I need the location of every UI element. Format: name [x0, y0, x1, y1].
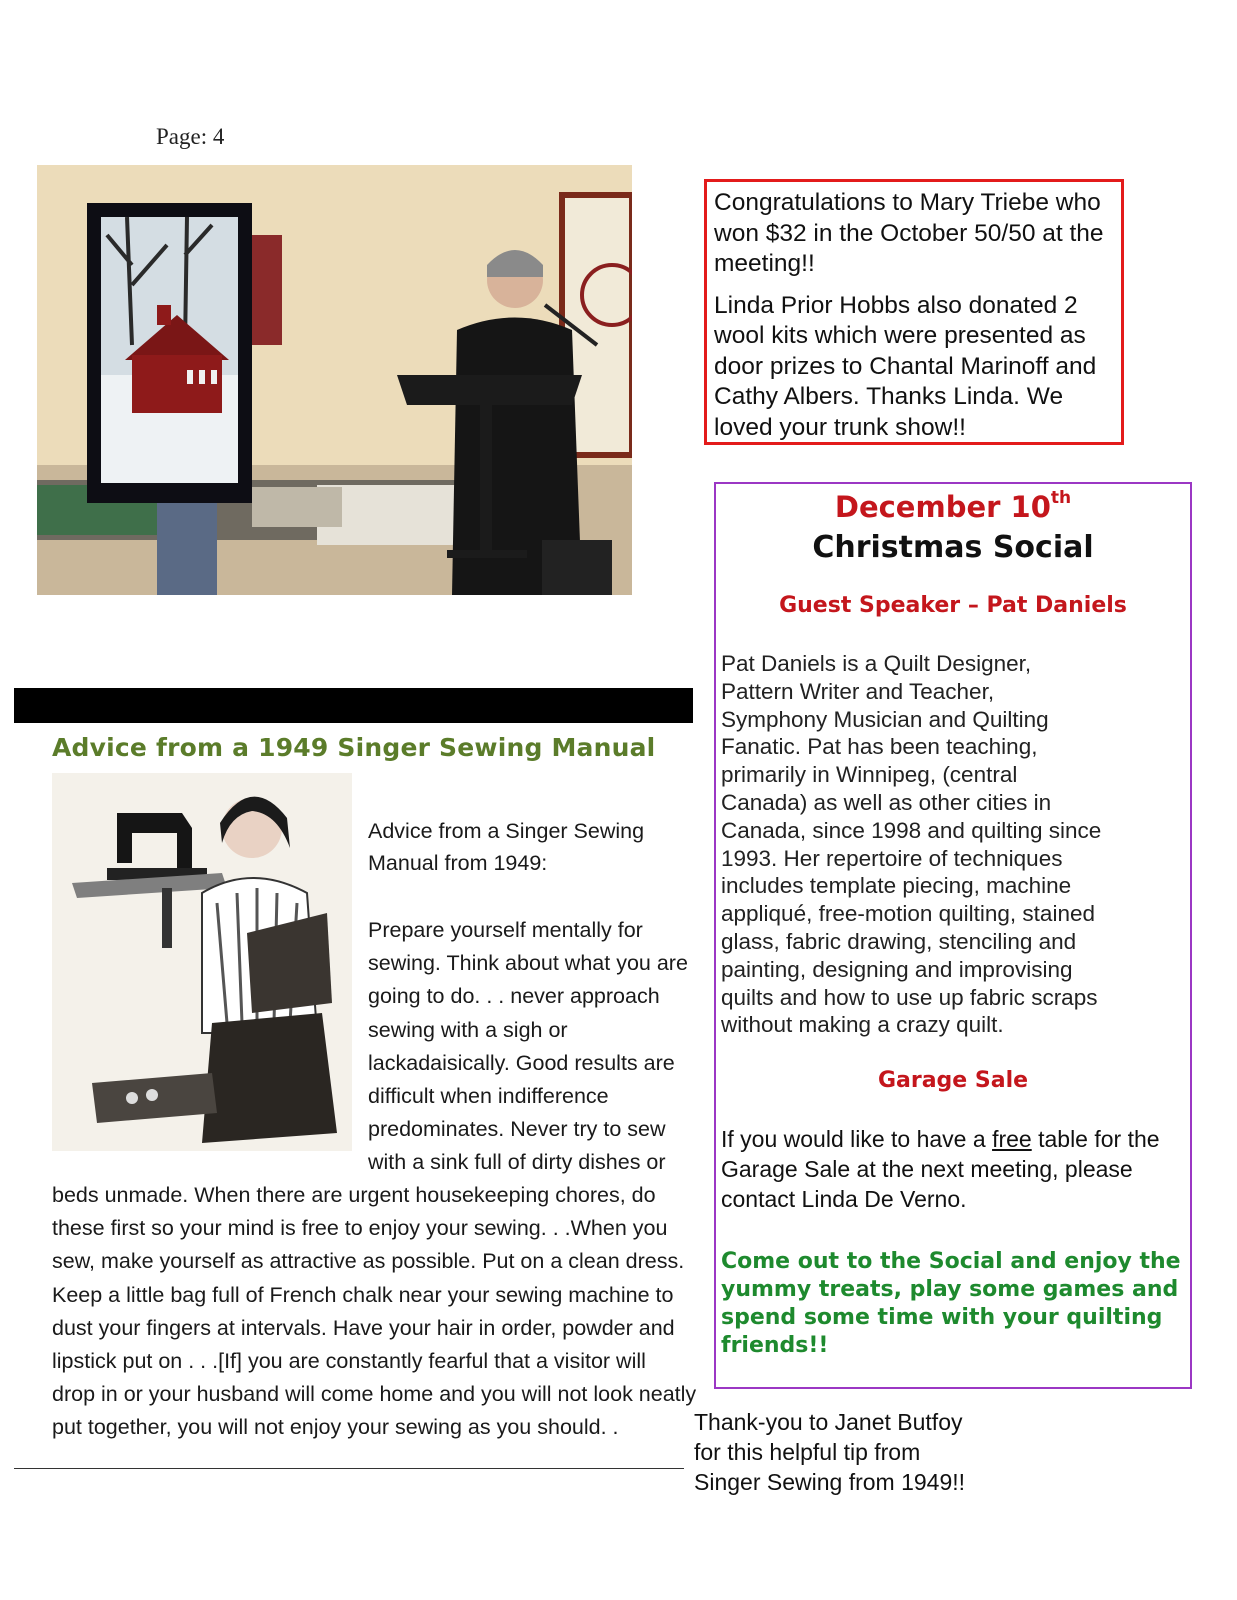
body-line: lackadaisically. Good results are [368, 1050, 675, 1075]
intro-line: Manual from 1949: [368, 851, 548, 875]
door-prize-paragraph: Linda Prior Hobbs also donated 2 wool kits which were presented as door prizes to Chantal Marinoff and Cathy Albers. Thanks Linda. We loved your trunk show!! [714, 291, 1097, 441]
body-line: drop in or your husband will come home and you will not look neatly [52, 1382, 697, 1407]
event-date [716, 490, 1190, 524]
social-invitation: Come out to the Social and enjoy the yummy treats, play some games and spend some time with your quilting friends!! [721, 1249, 1181, 1358]
bio-line: Pat Daniels is a Quilt Designer, [721, 651, 1032, 676]
thank-you-note [694, 1407, 1014, 1497]
quilt-presentation-photo [37, 165, 632, 595]
body-line: with a sink full of dirty dishes or [368, 1150, 666, 1175]
congratulations-paragraph: Congratulations to Mary Triebe who won $32 in the October 50/50 at the meeting!! [714, 189, 1104, 277]
article-header-bar [14, 688, 693, 723]
body-line: sewing with a sigh or [368, 1017, 568, 1042]
bio-line: glass, fabric drawing, stenciling and [721, 928, 1077, 954]
body-line: dust your fingers at intervals. Have your hair in order, powder and [52, 1315, 675, 1340]
body-line: difficult when indifference [368, 1084, 609, 1109]
bio-line: appliqué, free-motion quilting, stained [721, 901, 1095, 927]
article-body-right [368, 914, 698, 1180]
bio-line: quilts and how to use up fabric scraps [721, 984, 1098, 1010]
bio-line: Symphony Musician and Quilting [721, 706, 1049, 732]
garage-sale-heading: Garage Sale [877, 1068, 1029, 1093]
bio-line: Canada, since 1998 and quilting since [721, 817, 1102, 843]
free-emphasis: free [992, 1126, 1032, 1152]
thanks-line: Singer Sewing from 1949!! [694, 1469, 966, 1495]
sewing-woman-illustration [52, 773, 352, 1151]
article-title: Advice from a 1949 Singer Sewing Manual [52, 733, 656, 762]
intro-line: Advice from a Singer Sewing [368, 819, 645, 843]
divider [14, 1468, 684, 1469]
speaker-bio [721, 650, 1151, 1039]
guest-speaker-heading: Guest Speaker – Pat Daniels [779, 593, 1127, 618]
bio-line: 1993. Her repertoire of techniques [721, 845, 1063, 871]
body-line: put together, you will not enjoy your sewing as you should. . [52, 1415, 619, 1440]
photo-illustration [37, 165, 632, 595]
garage-sale-text [721, 1124, 1181, 1214]
body-line: going to do. . . never approach [368, 984, 660, 1009]
bio-line: Pattern Writer and Teacher, [721, 678, 995, 704]
bio-line: primarily in Winnipeg, (central [721, 762, 1018, 788]
thanks-line: Thank-you to Janet Butfoy [694, 1409, 963, 1435]
vintage-illustration [52, 773, 352, 1151]
body-line: Keep a little bag full of French chalk near your sewing machine to [52, 1282, 674, 1307]
garage-text-end: table for the Garage Sale at the next meeting, please contact Linda De Verno. [721, 1126, 1160, 1212]
article-body-bottom [52, 1179, 702, 1445]
body-line: sew, make yourself as attractive as possible. Put on a clean dress. [52, 1249, 685, 1274]
bio-line: includes template piecing, machine [721, 873, 1072, 899]
body-line: Prepare yourself mentally for [368, 918, 643, 942]
event-date-suffix: th [1050, 488, 1072, 508]
article-intro [368, 815, 688, 879]
body-line: sewing. Think about what you are [368, 951, 688, 976]
bio-line: Fanatic. Pat has been teaching, [721, 734, 1038, 760]
christmas-social-box [714, 482, 1192, 1389]
bio-line: Canada) as well as other cities in [721, 789, 1052, 815]
bio-line: painting, designing and improvising [721, 956, 1073, 982]
body-line: beds unmade. When there are urgent housekeeping chores, do [52, 1183, 656, 1207]
body-line: lipstick put on . . .[If] you are constantly fearful that a visitor will [52, 1349, 646, 1374]
event-title: Christmas Social [812, 530, 1094, 565]
congratulations-box [704, 179, 1124, 445]
body-line: predominates. Never try to sew [368, 1117, 666, 1142]
thanks-line: for this helpful tip from [694, 1439, 921, 1465]
body-line: these first so your mind is free to enjoy your sewing. . .When you [52, 1216, 668, 1241]
bio-line: without making a crazy quilt. [721, 1012, 1004, 1038]
garage-text-start: If you would like to have a [721, 1126, 993, 1152]
page-number: Page: 4 [156, 124, 225, 149]
event-date-text: December 10 [834, 490, 1051, 524]
